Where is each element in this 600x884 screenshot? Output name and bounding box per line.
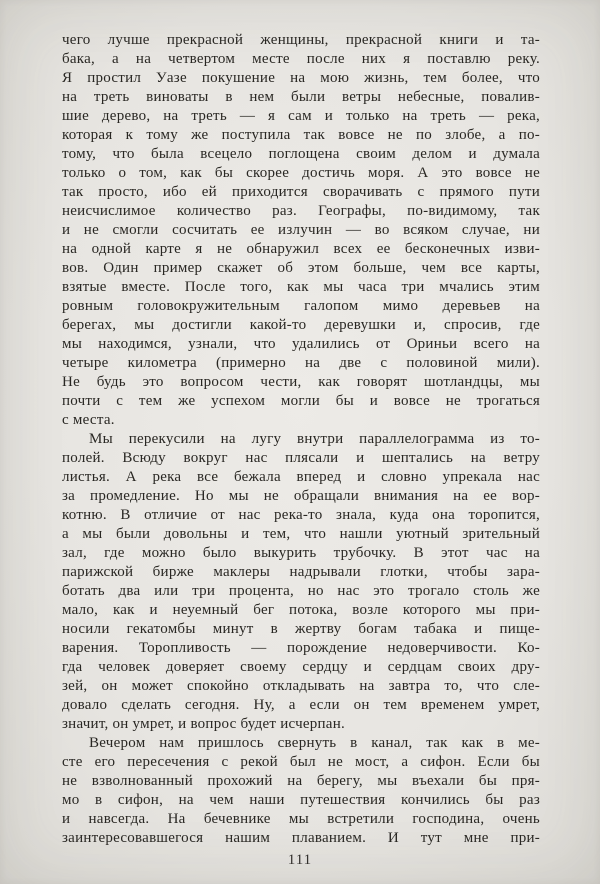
text-line: листья. А река все бежала вперед и словно упрекала нас xyxy=(62,469,540,485)
text-line: на одной карте я не обнаружил всех ее бесконечных изви- xyxy=(62,241,540,257)
text-line: сте его пересечения с рекой был не мост, а сифон. Если бы xyxy=(62,754,540,770)
text-line: бака, а на четвертом месте после них я поставлю реку. xyxy=(62,51,540,67)
text-line: мо в сифон, на чем наши путешествия кончились бы раз xyxy=(62,792,540,808)
text-line: тому, что была всецело поглощена своим делом и думала xyxy=(62,146,540,162)
text-line: полей. Всюду вокруг нас плясали и шептались на ветру xyxy=(62,450,540,466)
text-line: Вечером нам пришлось свернуть в канал, так как в ме- xyxy=(89,735,540,751)
text-line: довало сделать сегодня. Ну, а если он тем временем умрет, xyxy=(62,697,540,713)
text-line: и не смогли сосчитать ее излучин — во всяком случае, ни xyxy=(62,222,540,238)
text-line: так просто, ибо ей приходится сворачивать с прямого пути xyxy=(62,184,540,200)
text-line: ботать два или три процента, но нас это трогало столь же xyxy=(62,583,540,599)
text-line: шие дерево, на треть — я сам и только на треть — река, xyxy=(62,108,540,124)
text-line: четыре километра (примерно на две с половиной мили). xyxy=(62,355,540,371)
text-line: парижской бирже маклеры надрывали глотки, чтобы зара- xyxy=(62,564,540,580)
page-number: 111 xyxy=(287,852,313,868)
text-line: неисчислимое количество раз. Географы, по-видимому, так xyxy=(62,203,540,219)
text-line: Не будь это вопросом чести, как говорят шотландцы, мы xyxy=(62,374,540,390)
paragraph xyxy=(62,31,540,430)
text-line: вов. Один пример скажет об этом больше, чем все карты, xyxy=(62,260,540,276)
text-line: берегах, мы достигли какой-то деревушки и, спросив, где xyxy=(62,317,540,333)
text-line: за промедление. Но мы не обращали внимания на ее вор- xyxy=(62,488,540,504)
text-line: которая к тому же поступила так вовсе не по злобе, а по- xyxy=(62,127,540,143)
text-line: только о том, как бы скорее достичь моря. А это вовсе не xyxy=(62,165,540,181)
text-line: зал, где можно было выкурить трубочку. В этот час на xyxy=(62,545,540,561)
text-line: мало, как и неуемный бег потока, возле которого мы при- xyxy=(62,602,540,618)
paragraph xyxy=(62,734,540,848)
text-line: котню. В отличие от нас река-то знала, куда она торопится, xyxy=(62,507,540,523)
text-line: не взволнованный прохожий на берегу, мы въехали бы пря- xyxy=(62,773,540,789)
text-line: а мы были довольны и тем, что нашли уютный зрительный xyxy=(62,526,540,542)
text-line: с места. xyxy=(62,412,115,428)
text-line: гда человек доверяет своему сердцу и сердцам своих дру- xyxy=(62,659,540,675)
paragraph xyxy=(62,430,540,734)
text-line: на треть виноваты в нем были ветры небесные, повалив- xyxy=(62,89,540,105)
page-text xyxy=(62,31,540,848)
text-line: и навсегда. На бечевнике мы встретили господина, очень xyxy=(62,811,540,827)
text-line: значит, он умрет, и вопрос будет исчерпан. xyxy=(62,716,345,732)
text-line: варения. Торопливость — порождение недоверчивости. Ко- xyxy=(62,640,540,656)
text-line: почти с тем же успехом могли бы и вовсе не трогаться xyxy=(62,393,540,409)
text-line: носили гекатомбы минут в жертву богам табака и пище- xyxy=(62,621,540,637)
text-line: ровным головокружительным галопом мимо деревьев на xyxy=(62,298,540,314)
text-line: взятые вместе. После того, как мы часа три мчались этим xyxy=(62,279,540,295)
text-line: Я простил Уазе покушение на мою жизнь, тем более, что xyxy=(62,70,540,86)
text-line: Мы перекусили на лугу внутри параллелограмма из то- xyxy=(89,431,540,447)
text-line: мы находимся, узнали, что удалились от Ориньи всего на xyxy=(62,336,540,352)
text-line: зей, он может спокойно откладывать на завтра то, что сле- xyxy=(62,678,540,694)
text-line: заинтересовавшегося нашим плаванием. И тут мне при- xyxy=(62,830,540,846)
text-line: чего лучше прекрасной женщины, прекрасной книги и та- xyxy=(62,32,540,48)
